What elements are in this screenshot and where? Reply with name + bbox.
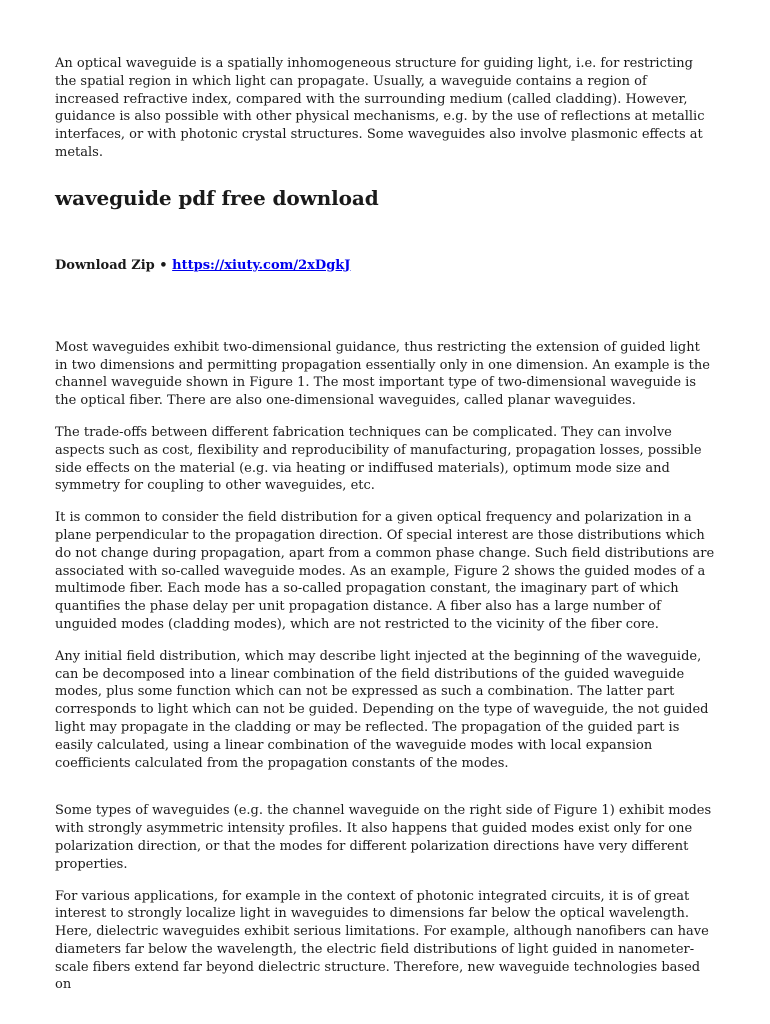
body-paragraph-1: Most waveguides exhibit two-dimensional guidance, thus restricting the extension of guided light in two dimensions and permitting propagation essentially only in one dimension. An example is the channel waveguide shown in Figure 1. The most important type of two-dimensional waveguide is the optical fiber. There are also one-dimensional waveguides, called planar waveguides.	[55, 339, 710, 409]
body-paragraph-5: Some types of waveguides (e.g. the channel waveguide on the right side of Figure 1) exhibit modes with strongly asymmetric intensity profiles. It also happens that guided modes exist only for one polarization direction, or that the modes for different polarization directions have very different properties.	[55, 803, 712, 872]
download-separator: •	[154, 257, 173, 273]
body-paragraph-4: Any initial field distribution, which may describe light injected at the beginning of the waveguide, can be decomposed into a linear combination of the field distributions of the guided waveguide modes, plus some function which can not be expressed as such a combination. The latter part corresponds to light which can not be guided. Depending on the type of waveguide, the not guided light may propagate in the cladding or may be reflected. The propagation of the guided part is easily calculated, using a linear combination of the waveguide modes with local expansion coefficients calculated from the propagation constants of the modes.	[55, 648, 709, 771]
body-paragraph-3: It is common to consider the field distribution for a given optical frequency and polarization in a plane perpendicular to the propagation direction. Of special interest are those distributions which do not change during propagation, apart from a common phase change. Such field distributions are associated with so-called waveguide modes. As an example, Figure 2 shows the guided modes of a multimode fiber. Each mode has a so-called propagation constant, the imaginary part of which quantifies the phase delay per unit propagation distance. A fiber also has a large number of unguided modes (cladding modes), which are not restricted to the vicinity of the fiber core.	[55, 510, 715, 632]
page-title: waveguide pdf free download	[55, 185, 379, 210]
document-page	[55, 55, 715, 994]
intro-paragraph: An optical waveguide is a spatially inhomogeneous structure for guiding light, i.e. for restricting the spatial region in which light can propagate. Usually, a waveguide contains a region of increased refractive index, compared with the surrounding medium (called cladding). However, guidance is also possible with other physical mechanisms, e.g. by the use of reflections at metallic interfaces, or with photonic crystal structures. Some waveguides also involve plasmonic effects at metals.	[55, 56, 705, 160]
download-line	[55, 257, 715, 274]
download-label: Download Zip	[55, 257, 155, 273]
download-link[interactable]: https://xiuty.com/2xDgkJ	[172, 257, 351, 273]
body-paragraph-2: The trade-offs between different fabrication techniques can be complicated. They can involve aspects such as cost, flexibility and reproducibility of manufacturing, propagation losses, possible side effects on the material (e.g. via heating or indiffused materials), optimum mode size and symmetry for coupling to other waveguides, etc.	[55, 424, 702, 494]
body-paragraph-6: For various applications, for example in the context of photonic integrated circuits, it is of great interest to strongly localize light in waveguides to dimensions far below the optical wavelength. Here, dielectric waveguides exhibit serious limitations. For example, although nanofibers can have diameters far below the wavelength, the electric field distributions of light guided in nanometer-scale fibers extend far beyond dielectric structure. Therefore, new waveguide technologies based on	[55, 888, 709, 993]
